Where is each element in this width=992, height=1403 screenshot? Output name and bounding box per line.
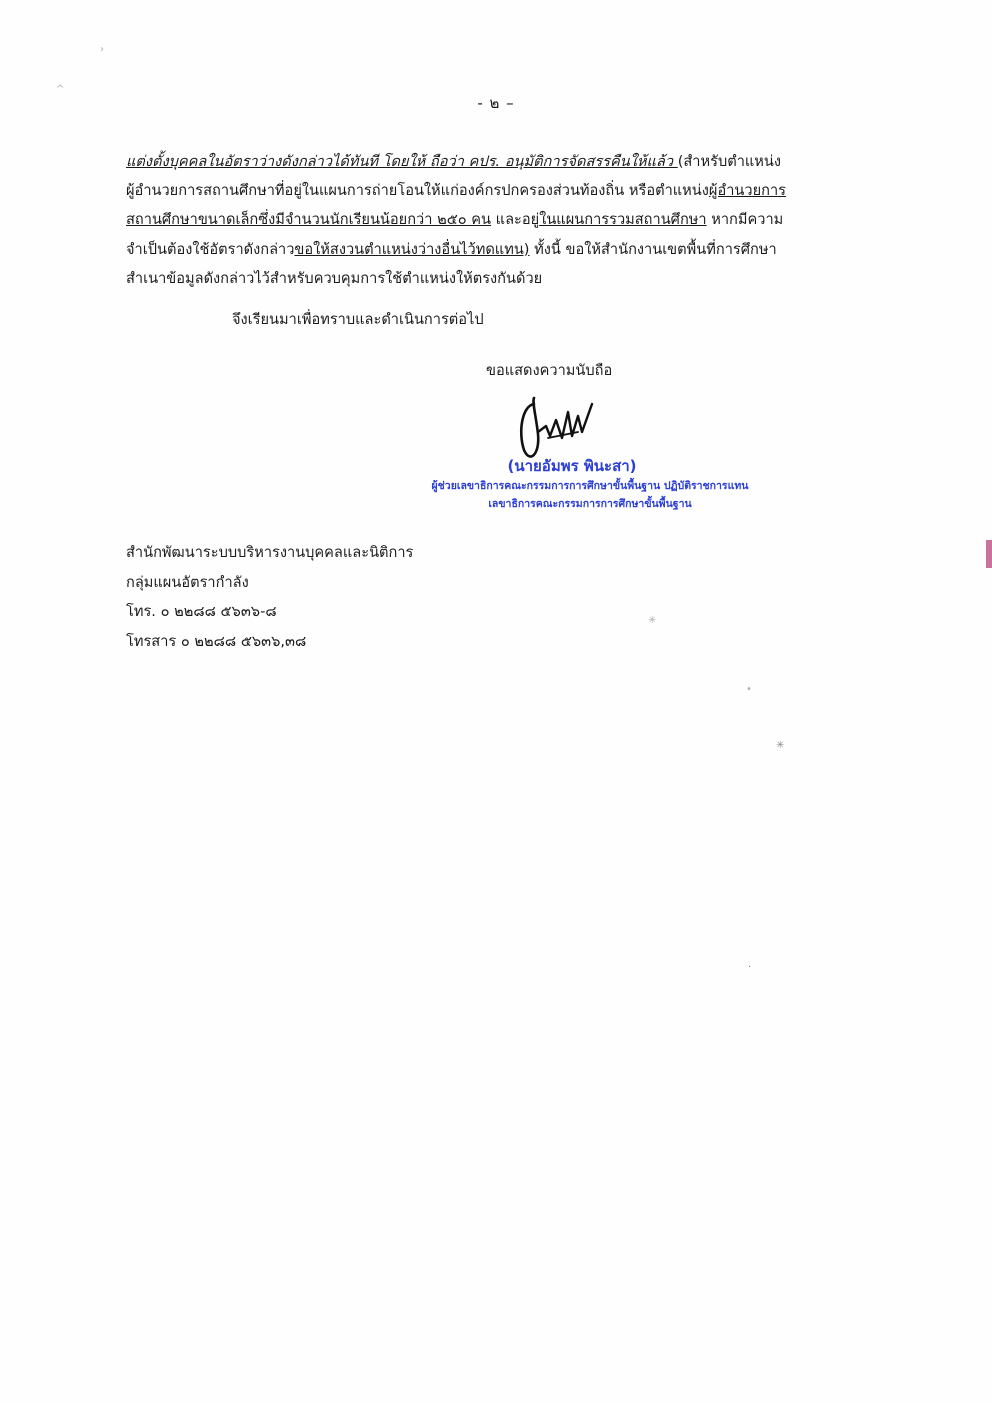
body-text: ทั้งนี้ ขอให้สำนักงานเขตพื้นที่การศึกษา [529, 240, 777, 258]
scan-speck: ^ [56, 84, 65, 95]
footer-phone: โทร. ๐ ๒๒๘๘ ๕๖๓๖-๘ [126, 603, 277, 620]
body-text: และอยู่ [491, 211, 540, 229]
body-text: (สำหรับตำแหน่ง [677, 153, 782, 170]
body-underlined-text: ขอให้สงวนตำแหน่งว่างอื่นไว้ทดแทน) [294, 240, 530, 258]
closing-line: จึงเรียนมาเพื่อทราบและดำเนินการต่อไป [232, 311, 484, 328]
scan-speck: › [100, 44, 104, 55]
page-edge-mark [986, 540, 992, 568]
scan-speck: • [746, 684, 752, 695]
body-text: ผู้อำนวยการสถานศึกษาที่อยู่ในแผนการถ่ายโอนให้แก่องค์กรปกครองส่วนท้องถิ่น หรือตำแหน่ง [126, 182, 709, 200]
salutation: ขอแสดงความนับถือ [486, 362, 613, 379]
signer-name: (นายอัมพร พินะสา) [507, 457, 637, 475]
body-text: จำเป็นต้องใช้อัตราดังกล่าว [126, 240, 295, 258]
footer-fax: โทรสาร ๐ ๒๒๘๘ ๕๖๓๖,๓๘ [126, 632, 307, 650]
body-line-5: สำเนาข้อมูลดังกล่าวไว้สำหรับควบคุมการใช้ตำแหน่งให้ตรงกันด้วย [126, 269, 543, 287]
body-underlined-text: ในแผนการรวมสถานศึกษา [539, 211, 707, 229]
body-line-2 [126, 176, 870, 205]
body-paragraph [126, 147, 870, 293]
signer-title-line-2: เลขาธิการคณะกรรมการการศึกษาขั้นพื้นฐาน [488, 498, 692, 510]
scan-speck: ✳ [776, 740, 785, 751]
footer-group: กลุ่มแผนอัตรากำลัง [126, 573, 249, 591]
signer-block [400, 455, 780, 513]
body-underlined-text: สถานศึกษาขนาดเล็กซึ่งมีจำนวนนักเรียนน้อยกว่า ๒๕๐ คน [126, 211, 492, 229]
scan-speck: ✳ [648, 615, 657, 626]
signer-title-line-1: ผู้ช่วยเลขาธิการคณะกรรมการการศึกษาขั้นพื้นฐาน ปฏิบัติราชการแทน [431, 480, 749, 492]
body-text: หากมีความ [706, 211, 784, 229]
body-line-3 [126, 205, 870, 234]
body-emphasis-text: แต่งตั้งบุคคลในอัตราว่างดังกล่าวได้ทันที โดยให้ ถือว่า คปร. อนุมัติการจัดสรรคืนให้แล้ว [126, 153, 678, 170]
body-underlined-text: ผู้อำนวยการ [708, 182, 787, 200]
handwritten-signature [512, 392, 612, 464]
scan-speck: · [748, 962, 752, 973]
footer-office: สำนักพัฒนาระบบบริหารงานบุคคลและนิติการ [126, 544, 414, 561]
page-number: - ๒ – [477, 94, 515, 112]
body-line-4 [126, 235, 870, 264]
body-line-1 [126, 147, 870, 176]
contact-footer [126, 538, 413, 656]
